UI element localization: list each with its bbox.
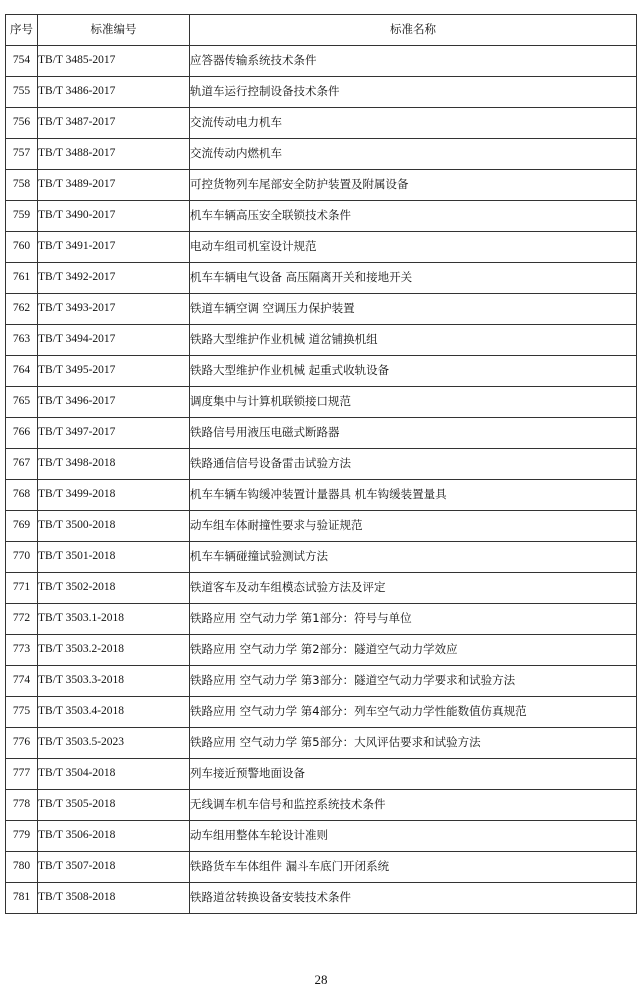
- table-row: [6, 449, 637, 480]
- page-number: 28: [314, 972, 328, 987]
- standard-code: TB/T 3504-2018: [38, 759, 190, 790]
- standard-name: 调度集中与计算机联锁接口规范: [190, 387, 637, 418]
- standard-name: 机车车辆车钩缓冲装置计量器具 机车钩缓装置量具: [190, 480, 637, 511]
- table-row: [6, 573, 637, 604]
- table-row: [6, 635, 637, 666]
- header-index: 序号: [6, 15, 38, 46]
- row-index: 771: [6, 573, 38, 604]
- row-index: 759: [6, 201, 38, 232]
- row-index: 764: [6, 356, 38, 387]
- row-index: 772: [6, 604, 38, 635]
- table-row: [6, 325, 637, 356]
- standard-code: TB/T 3487-2017: [38, 108, 190, 139]
- table-row: [6, 821, 637, 852]
- table-row: [6, 139, 637, 170]
- table-row: [6, 201, 637, 232]
- row-index: 762: [6, 294, 38, 325]
- table-row: [6, 294, 637, 325]
- standard-name: 铁路道岔转换设备安装技术条件: [190, 883, 637, 914]
- row-index: 773: [6, 635, 38, 666]
- row-index: 779: [6, 821, 38, 852]
- row-index: 776: [6, 728, 38, 759]
- standard-code: TB/T 3503.1-2018: [38, 604, 190, 635]
- table-row: [6, 666, 637, 697]
- row-index: 765: [6, 387, 38, 418]
- standard-name: 铁路信号用液压电磁式断路器: [190, 418, 637, 449]
- standard-name: 应答器传输系统技术条件: [190, 46, 637, 77]
- standard-name: 铁路通信信号设备雷击试验方法: [190, 449, 637, 480]
- row-index: 761: [6, 263, 38, 294]
- standard-name: 铁路应用 空气动力学 第5部分：大风评估要求和试验方法: [190, 728, 637, 759]
- standard-name: 铁路货车车体组件 漏斗车底门开闭系统: [190, 852, 637, 883]
- table-row: [6, 46, 637, 77]
- row-index: 755: [6, 77, 38, 108]
- standard-code: TB/T 3508-2018: [38, 883, 190, 914]
- standard-code: TB/T 3506-2018: [38, 821, 190, 852]
- standard-name: 交流传动内燃机车: [190, 139, 637, 170]
- standard-code: TB/T 3500-2018: [38, 511, 190, 542]
- standard-name: 列车接近预警地面设备: [190, 759, 637, 790]
- standard-code: TB/T 3491-2017: [38, 232, 190, 263]
- row-index: 766: [6, 418, 38, 449]
- standard-code: TB/T 3505-2018: [38, 790, 190, 821]
- table-row: [6, 480, 637, 511]
- standard-code: TB/T 3497-2017: [38, 418, 190, 449]
- standard-code: TB/T 3501-2018: [38, 542, 190, 573]
- table-row: [6, 511, 637, 542]
- standard-code: TB/T 3496-2017: [38, 387, 190, 418]
- standard-name: 电动车组司机室设计规范: [190, 232, 637, 263]
- standard-code: TB/T 3503.2-2018: [38, 635, 190, 666]
- standard-code: TB/T 3503.5-2023: [38, 728, 190, 759]
- standard-name: 机车车辆电气设备 高压隔离开关和接地开关: [190, 263, 637, 294]
- standard-code: TB/T 3485-2017: [38, 46, 190, 77]
- standard-name: 交流传动电力机车: [190, 108, 637, 139]
- row-index: 760: [6, 232, 38, 263]
- standard-name: 铁路大型维护作业机械 道岔铺换机组: [190, 325, 637, 356]
- table-row: [6, 232, 637, 263]
- standard-code: TB/T 3495-2017: [38, 356, 190, 387]
- table-row: [6, 604, 637, 635]
- table-row: [6, 418, 637, 449]
- row-index: 778: [6, 790, 38, 821]
- standard-code: TB/T 3503.4-2018: [38, 697, 190, 728]
- table-row: [6, 542, 637, 573]
- row-index: 758: [6, 170, 38, 201]
- row-index: 774: [6, 666, 38, 697]
- table-row: [6, 356, 637, 387]
- row-index: 768: [6, 480, 38, 511]
- table-row: [6, 108, 637, 139]
- standard-name: 可控货物列车尾部安全防护装置及附属设备: [190, 170, 637, 201]
- standard-name: 无线调车机车信号和监控系统技术条件: [190, 790, 637, 821]
- row-index: 767: [6, 449, 38, 480]
- standard-code: TB/T 3489-2017: [38, 170, 190, 201]
- standard-code: TB/T 3490-2017: [38, 201, 190, 232]
- table-row: [6, 170, 637, 201]
- row-index: 770: [6, 542, 38, 573]
- standard-code: TB/T 3494-2017: [38, 325, 190, 356]
- table-row: [6, 790, 637, 821]
- table-row: [6, 852, 637, 883]
- row-index: 775: [6, 697, 38, 728]
- standard-code: TB/T 3499-2018: [38, 480, 190, 511]
- standard-name: 机车车辆高压安全联锁技术条件: [190, 201, 637, 232]
- row-index: 763: [6, 325, 38, 356]
- standard-name: 铁路应用 空气动力学 第1部分：符号与单位: [190, 604, 637, 635]
- table-row: [6, 697, 637, 728]
- standard-code: TB/T 3498-2018: [38, 449, 190, 480]
- row-index: 754: [6, 46, 38, 77]
- row-index: 769: [6, 511, 38, 542]
- row-index: 781: [6, 883, 38, 914]
- standard-name: 铁路大型维护作业机械 起重式收轨设备: [190, 356, 637, 387]
- standard-name: 铁道车辆空调 空调压力保护装置: [190, 294, 637, 325]
- standard-name: 动车组车体耐撞性要求与验证规范: [190, 511, 637, 542]
- table-row: [6, 728, 637, 759]
- standard-code: TB/T 3503.3-2018: [38, 666, 190, 697]
- standard-code: TB/T 3486-2017: [38, 77, 190, 108]
- row-index: 777: [6, 759, 38, 790]
- standard-name: 铁路应用 空气动力学 第4部分：列车空气动力学性能数值仿真规范: [190, 697, 637, 728]
- standard-code: TB/T 3492-2017: [38, 263, 190, 294]
- standard-code: TB/T 3507-2018: [38, 852, 190, 883]
- standard-name: 轨道车运行控制设备技术条件: [190, 77, 637, 108]
- row-index: 757: [6, 139, 38, 170]
- standard-code: TB/T 3502-2018: [38, 573, 190, 604]
- header-code: 标准编号: [38, 15, 190, 46]
- standard-name: 铁路应用 空气动力学 第2部分：隧道空气动力学效应: [190, 635, 637, 666]
- table-row: [6, 77, 637, 108]
- standard-code: TB/T 3493-2017: [38, 294, 190, 325]
- row-index: 756: [6, 108, 38, 139]
- table-header-row: [6, 15, 637, 46]
- standard-name: 动车组用整体车轮设计准则: [190, 821, 637, 852]
- standard-name: 铁路应用 空气动力学 第3部分：隧道空气动力学要求和试验方法: [190, 666, 637, 697]
- standard-code: TB/T 3488-2017: [38, 139, 190, 170]
- header-name: 标准名称: [190, 15, 637, 46]
- standard-name: 铁道客车及动车组模态试验方法及评定: [190, 573, 637, 604]
- standards-table: [5, 14, 637, 914]
- row-index: 780: [6, 852, 38, 883]
- table-row: [6, 759, 637, 790]
- standard-name: 机车车辆碰撞试验测试方法: [190, 542, 637, 573]
- table-row: [6, 263, 637, 294]
- table-row: [6, 387, 637, 418]
- table-row: [6, 883, 637, 914]
